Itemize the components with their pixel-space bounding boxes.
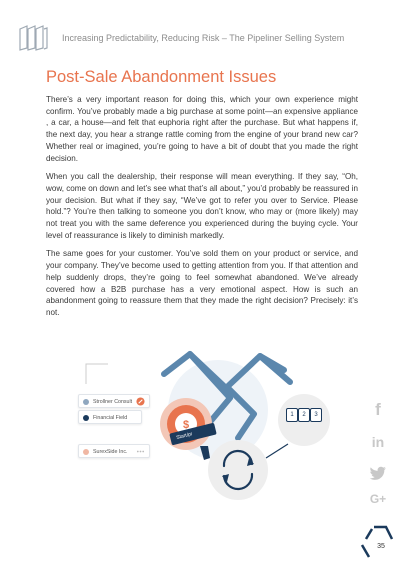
account-card <box>78 410 142 424</box>
pipeline-box: 1 <box>286 408 298 422</box>
pipeline-boxes <box>286 408 322 422</box>
page-number: 35 <box>377 543 385 550</box>
account-card <box>78 444 150 458</box>
account-icon <box>83 449 89 455</box>
paragraph: There’s a very important reason for doing this, which your own experience might confirm. You’ve probably made a big purchase at some point—an expensive appliance , a car, a house—and felt that euphoria right after the purchase. But what happens if, the next day, you hear a strange rattle coming from the engine of your brand new car? Whether real or imagined, you’re going to have a bit of doubt that you made the right decision. <box>46 95 358 163</box>
facebook-icon[interactable]: f <box>375 400 381 419</box>
pipeline-box: 3 <box>310 408 322 422</box>
status-tag-label: Start/pr <box>175 431 194 442</box>
card-label: SurexSide Inc. <box>93 449 128 455</box>
linkedin-icon[interactable] <box>364 434 392 450</box>
google-plus-icon[interactable]: G+ <box>369 492 387 506</box>
card-label: Financial Field <box>93 415 128 421</box>
paragraph: The same goes for your customer. You’ve sold them on your product or service, and your company. They’ve become used to getting attention from you. If that attention and help suddenly drops, they’re going to feel somewhat abandoned. We’ve already covered how a B2B purchase has a very emotional aspect. How is such an abandonment going to reassure them that they made the right decision? Precisely: it’s not. <box>46 249 358 317</box>
svg-text:$: $ <box>182 419 190 431</box>
body-text <box>46 94 358 326</box>
twitter-icon[interactable] <box>369 466 387 480</box>
card-label: Strollner Consult <box>93 399 133 405</box>
warning-badge-icon <box>136 397 145 406</box>
book-logo-icon <box>18 25 48 51</box>
section-title: Post-Sale Abandonment Issues <box>46 68 277 86</box>
pipeline-box: 2 <box>298 408 310 422</box>
account-icon <box>83 415 89 421</box>
paragraph: When you call the dealership, their response will mean everything. If they say, “Oh, wow, come on down and let’s see what that’s all about,” you’d probably be reassured in your decision. But what if they say, “We’ve got to refer you over to Service. Please hold.”? You’re then talking to someone you don’t know, who may or (more likely) may not treat you with the same deference you experienced during the buying cycle. Your level of reassurance is likely to diminish markedly. <box>46 172 358 240</box>
account-card <box>78 394 150 408</box>
account-icon <box>83 399 89 405</box>
svg-text:in: in <box>371 434 385 450</box>
ellipsis-icon <box>136 447 145 456</box>
handshake-illustration <box>78 348 334 508</box>
running-header: Increasing Predictability, Reducing Risk – The Pipeliner Selling System <box>62 33 345 43</box>
